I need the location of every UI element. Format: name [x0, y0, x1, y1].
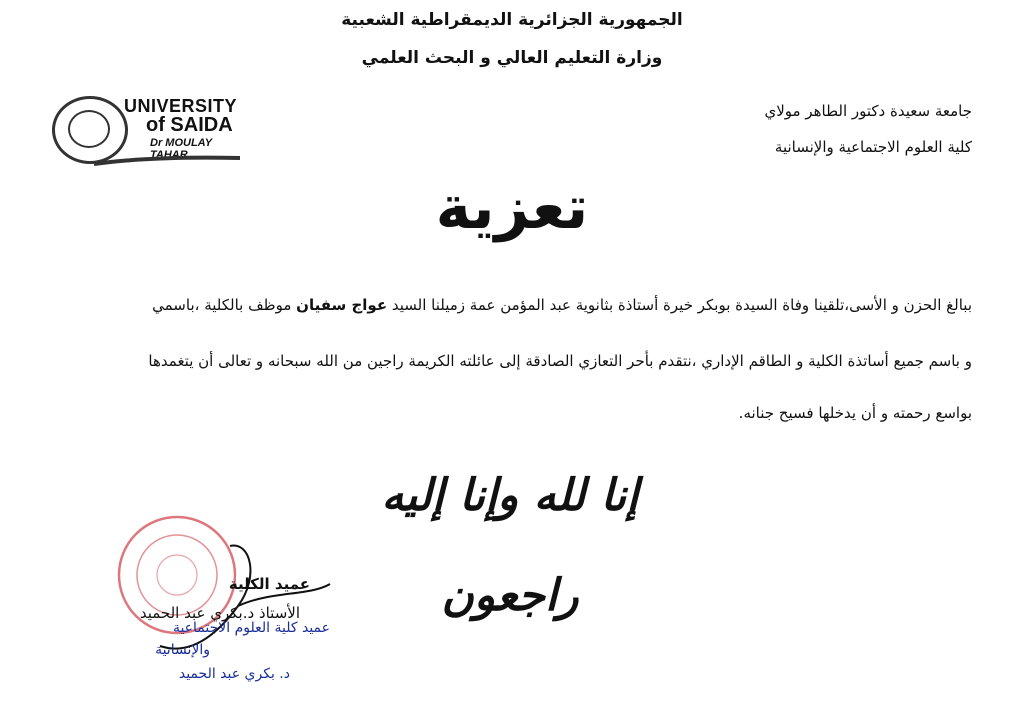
dean-title: عميد الكلية: [228, 575, 310, 593]
para1-end: موظف بالكلية ،باسمي: [152, 296, 297, 314]
stamp-line2: والإنسانية: [155, 642, 210, 658]
quran-calligraphy: إنا لله وإنا إليه راجعون: [381, 470, 639, 621]
logo-swoosh-icon: [92, 152, 242, 168]
logo-emblem-icon: [68, 110, 110, 148]
body-paragraph-1: [52, 296, 972, 314]
university-logo: [52, 96, 242, 166]
dean-name: الأستاذ د.بكري عبد الحميد: [139, 604, 300, 622]
logo-line2: of SAIDA: [146, 114, 233, 136]
stamp-line3: د. بكري عبد الحميد: [178, 666, 290, 682]
blue-dean-stamp: [40, 620, 330, 700]
logo-line1: UNIVERSITY: [124, 96, 238, 116]
header-country: الجمهورية الجزائرية الديمقراطية الشعبية: [341, 10, 683, 30]
para1-name: عواج سفيان: [296, 296, 388, 314]
para1-start: ببالغ الحزن و الأسى،تلقينا وفاة السيدة بوبكر خيرة أستاذة بثانوية عبد المؤمن عمة زميلنا السيد: [387, 296, 972, 314]
document-title: تعزية: [435, 173, 589, 243]
body-paragraph-2: و باسم جميع أساتذة الكلية و الطاقم الإداري ،نتقدم بأحر التعازي الصادقة إلى عائلته الكريمة راجين من الله سبحانه و تعالى أن يتغمدها: [148, 352, 972, 370]
logo-line3: Dr MOULAY TAHAR: [150, 137, 212, 161]
header-ministry: وزارة التعليم العالي و البحث العلمي: [361, 48, 663, 68]
body-paragraph-3: بواسع رحمته و أن يدخلها فسيح جنانه.: [738, 404, 972, 422]
stamp-line1: عميد كلية العلوم الاجتماعية: [172, 620, 330, 636]
university-name: جامعة سعيدة دكتور الطاهر مولاي: [764, 102, 972, 120]
faculty-name: كلية العلوم الاجتماعية والإنسانية: [774, 138, 972, 156]
